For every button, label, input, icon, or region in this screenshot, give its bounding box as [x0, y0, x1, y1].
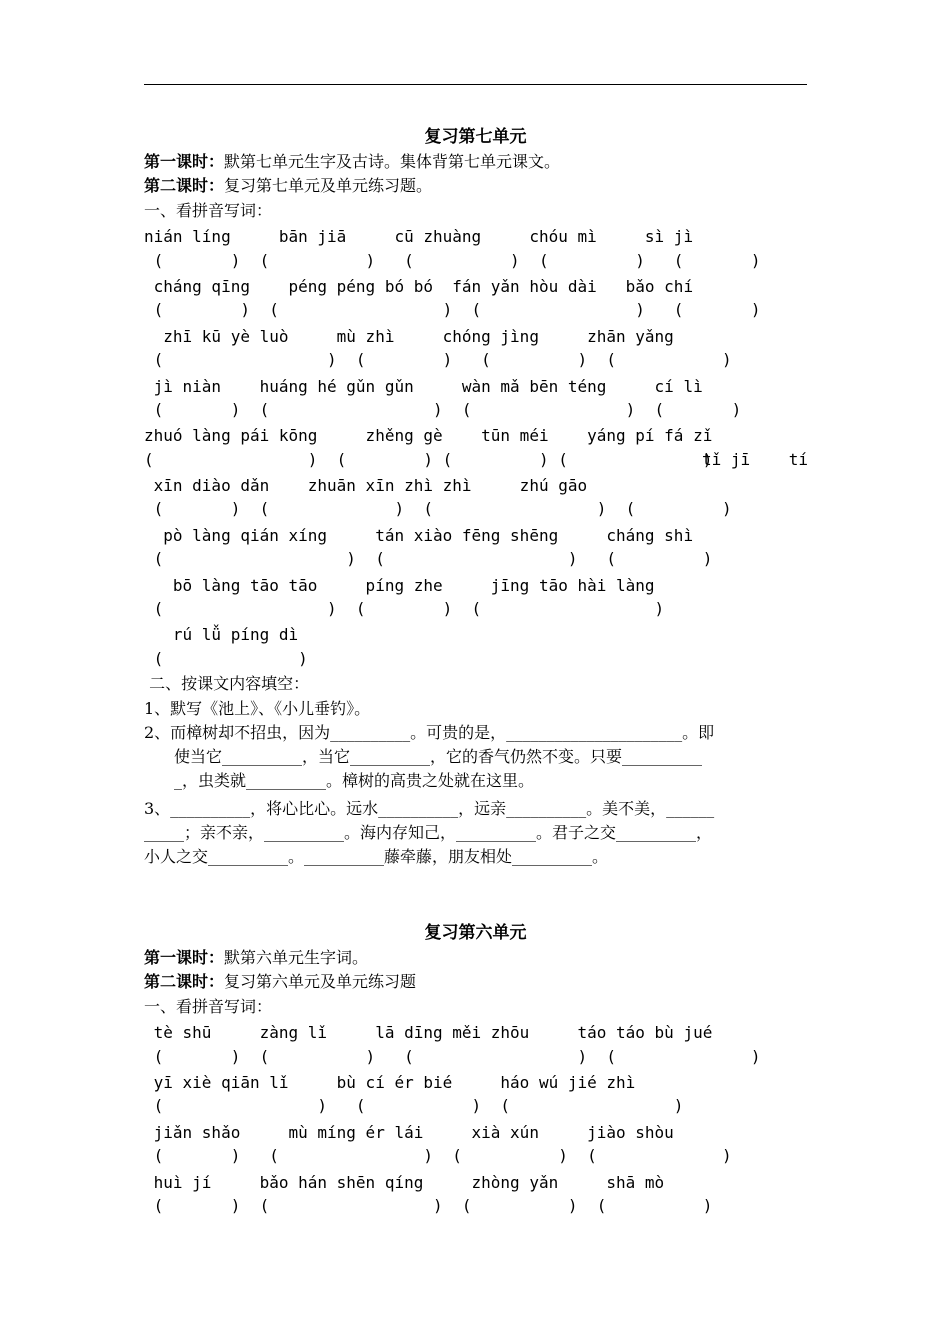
answer-box-row[interactable]: ( )	[144, 649, 308, 668]
question-3	[144, 797, 807, 869]
pinyin-row: huì jí bǎo hán shēn qíng zhòng yǎn shā mò	[144, 1173, 665, 1192]
lesson2-label: 第二课时：	[144, 972, 225, 991]
question-3-line: _____；亲不亲，__________。海内存知己，__________。君子之交__________，	[144, 823, 713, 842]
lesson1-text: 默第六单元生字词。	[224, 948, 369, 967]
question-3-line: 小人之交__________。__________藤牵藤，朋友相处__________。	[144, 847, 609, 866]
lesson2-label: 第二课时：	[144, 176, 225, 195]
answer-box-row[interactable]: ( ) ( ) ( ) ( )	[144, 1146, 732, 1165]
unit7-lesson2	[144, 175, 432, 197]
header-rule	[144, 84, 807, 85]
pinyin-row: jì niàn huáng hé gǔn gǔn wàn mǎ bēn téng cí lì	[144, 377, 703, 396]
answer-box-row[interactable]: ( ) ( ) ( ) ( )	[144, 350, 732, 369]
unit7-section1-heading: 一、看拼音写词：	[144, 201, 273, 220]
question-1: 1、默写《池上》、《小儿垂钓》。	[144, 699, 371, 718]
unit6-lesson1	[144, 947, 368, 969]
unit7-title: 复习第七单元	[424, 127, 527, 147]
pinyin-overflow: tǐ jī tí	[702, 450, 808, 469]
answer-box-row[interactable]: ( ) ( ) ( )	[144, 549, 713, 568]
answer-box-row[interactable]: ( ) ( ) ( )	[144, 1096, 684, 1115]
unit6-section1-heading: 一、看拼音写词：	[144, 997, 273, 1016]
answer-box-row[interactable]: ( ) ( ) ( ) ( )	[144, 300, 761, 319]
pinyin-row: yī xiè qiān lǐ bù cí ér bié háo wú jié zhì	[144, 1073, 636, 1092]
answer-box-row[interactable]: ( ) ( ) ( ) ( )	[144, 499, 732, 518]
pinyin-row: xīn diào dǎn zhuān xīn zhì zhì zhú gāo	[144, 476, 588, 495]
pinyin-row: zhī kū yè luò mù zhì chóng jìng zhān yǎng	[144, 327, 674, 346]
question-2-line: 2、而樟树却不招虫，因为__________。可贵的是，______________________。即	[144, 723, 715, 742]
answer-box-row[interactable]: ( ) ( ) ( )	[144, 599, 665, 618]
answer-box-row[interactable]: ( ) ( ) ( ) ( ) ( )	[144, 251, 761, 270]
answer-box-row[interactable]: ( ) ( ) ( ) ( )	[144, 1047, 761, 1066]
lesson1-label: 第一课时：	[144, 948, 225, 967]
pinyin-row: tè shū zàng lǐ lā dīng měi zhōu táo táo bù jué	[144, 1023, 713, 1042]
pinyin-row: jiǎn shǎo mù míng ér lái xià xún jiào shòu	[144, 1123, 674, 1142]
answer-box-row[interactable]: ( ) ( ) ( ) ( )	[144, 450, 713, 469]
unit6-title: 复习第六单元	[424, 923, 527, 943]
question-2	[144, 721, 807, 793]
lesson1-text: 默第七单元生字及古诗。集体背第七单元课文。	[224, 152, 561, 171]
pinyin-row: cháng qīng péng péng bó bó fán yǎn hòu dài bǎo chí	[144, 277, 694, 296]
pinyin-row: bō làng tāo tāo píng zhe jīng tāo hài làng	[144, 576, 655, 595]
pinyin-row: pò làng qián xíng tán xiào fēng shēng cháng shì	[144, 526, 694, 545]
question-3-line: 3、__________，将心比心。远水__________，远亲__________。美不美，______	[144, 799, 715, 818]
lesson2-text: 复习第六单元及单元练习题	[224, 972, 417, 991]
question-2-line: _，虫类就__________。樟树的高贵之处就在这里。	[174, 771, 535, 790]
answer-box-row[interactable]: ( ) ( ) ( ) ( )	[144, 400, 742, 419]
lesson1-label: 第一课时：	[144, 152, 225, 171]
pinyin-row: zhuó làng pái kōng zhěng gè tūn méi yáng pí fá zǐ	[144, 426, 713, 445]
unit6-lesson2	[144, 971, 416, 993]
question-2-line: 使当它__________，当它__________，它的香气仍然不变。只要__________	[174, 747, 703, 766]
lesson2-text: 复习第七单元及单元练习题。	[224, 176, 433, 195]
pinyin-row: rú lǚ píng dì	[144, 625, 299, 644]
unit7-lesson1	[144, 151, 560, 173]
unit7-section2-heading: 二、按课文内容填空：	[144, 674, 310, 693]
pinyin-row: nián líng bān jiā cū zhuàng chóu mì sì jì	[144, 227, 694, 246]
answer-box-row[interactable]: ( ) ( ) ( ) ( )	[144, 1196, 713, 1215]
